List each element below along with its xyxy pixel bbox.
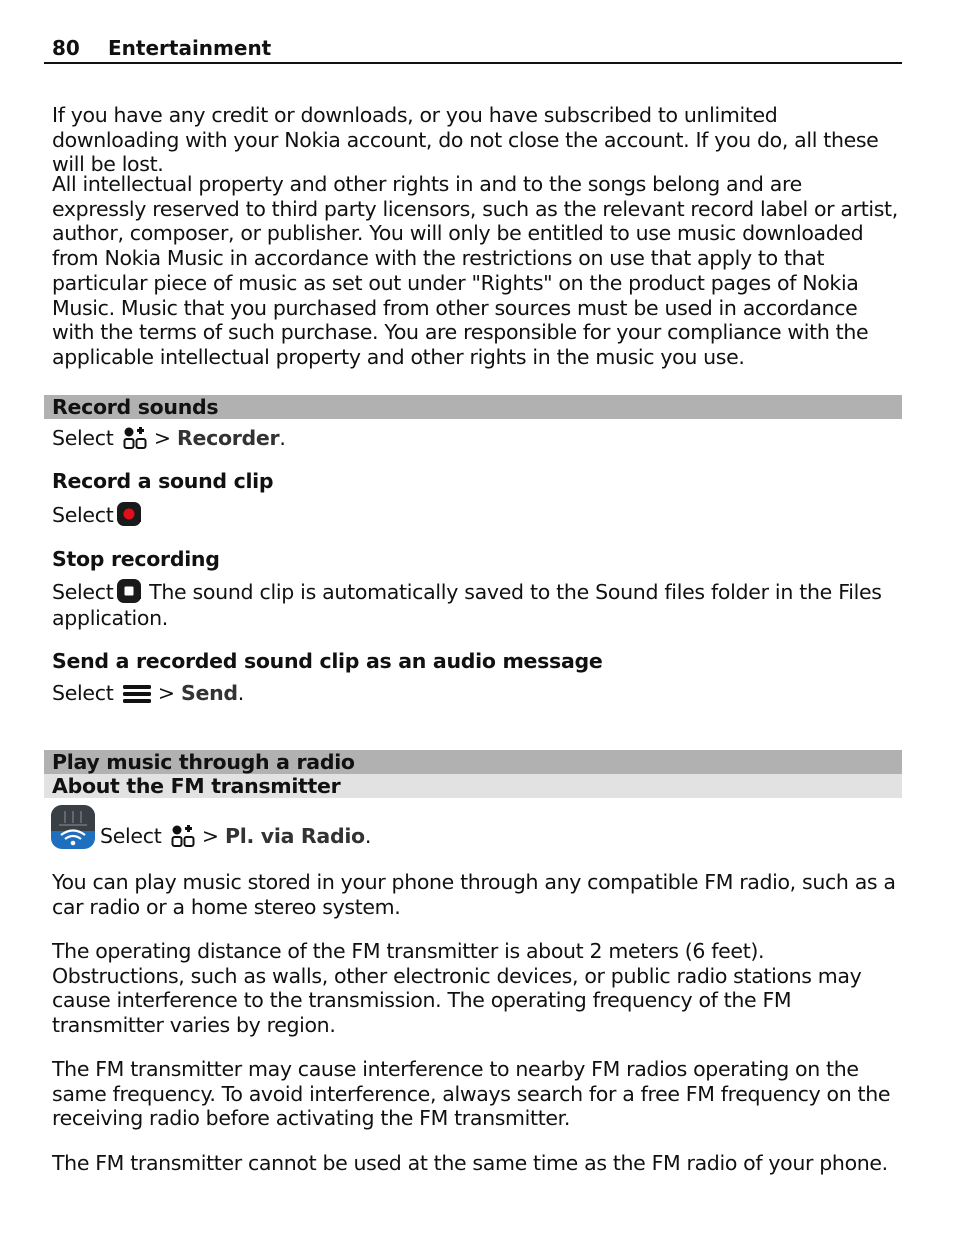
page-header	[44, 36, 902, 64]
radio-instruction	[100, 823, 371, 849]
radio-paragraph-4: The FM transmitter cannot be used at the same time as the FM radio of your phone.	[52, 1151, 888, 1175]
intro-paragraph-1: If you have any credit or downloads, or you have subscribed to unlimited downloading with your Nokia account, do not close the account. If you do, all these will be lost.	[52, 103, 879, 177]
section-title: Entertainment	[108, 36, 272, 60]
options-icon	[120, 683, 152, 705]
period: .	[136, 503, 143, 527]
radio-title: Play music through a radio	[52, 750, 355, 774]
page-number: 80	[52, 36, 80, 60]
select-label: Select	[52, 503, 114, 527]
select-label: Select	[52, 681, 114, 705]
select-label: Select	[100, 824, 162, 848]
send-link[interactable]: Send	[181, 681, 238, 705]
fm-transmitter-heading	[44, 774, 902, 798]
stop-recording-text-continued: application.	[52, 606, 168, 630]
radio-heading	[44, 750, 902, 774]
arrow-label: >	[153, 426, 171, 450]
record-sounds-title: Record sounds	[52, 395, 219, 419]
stop-recording-text: . The sound clip is automatically saved to the Sound files folder in the Files	[136, 580, 882, 604]
period: .	[364, 824, 372, 848]
record-sounds-heading	[44, 395, 902, 419]
record-clip-heading: Record a sound clip	[52, 469, 274, 493]
recorder-link[interactable]: Recorder	[177, 426, 280, 450]
send-clip-instruction	[52, 680, 244, 706]
record-sounds-instruction	[52, 425, 286, 451]
radio-paragraph-2: The operating distance of the FM transmitter is about 2 meters (6 feet). Obstructions, such as walls, other electronic devices, or public radio stations may cause interference to the transmission. The operating frequency of the FM transmitter varies by region.	[52, 939, 862, 1038]
send-clip-heading: Send a recorded sound clip as an audio message	[52, 649, 603, 673]
select-label: Select	[52, 580, 114, 604]
stop-recording-instruction	[52, 578, 882, 605]
select-label: Select	[52, 426, 114, 450]
fm-transmitter-app-icon	[51, 805, 95, 849]
radio-paragraph-3: The FM transmitter may cause interference to nearby FM radios operating on the same frequency. To avoid interference, always search for a free FM frequency on the receiving radio before activating the FM transmitter.	[52, 1057, 891, 1131]
radio-paragraph-1: You can play music stored in your phone through any compatible FM radio, such as a car radio or a home stereo system.	[52, 870, 896, 919]
stop-recording-heading: Stop recording	[52, 547, 220, 571]
period: .	[279, 426, 286, 450]
apps-menu-icon	[168, 824, 196, 848]
apps-menu-icon	[120, 426, 148, 450]
intro-paragraph-2: All intellectual property and other rights in and to the songs belong and are expressly reserved to third party licensors, such as the relevant record label or artist, author, composer, or publisher. You will only be entitled to use music downloaded from Nokia Music in accordance with the restrictions on use that apply to that particular piece of music as set out under "Rights" on the product pages of Nokia Music. Music that you purchased from other sources must be used in accordance with the terms of such purchase. You are responsible for your compliance with the applicable intellectual property and other rights in the music you use.	[52, 172, 898, 369]
record-clip-instruction	[52, 501, 143, 528]
arrow-label: >	[157, 681, 175, 705]
play-via-radio-link[interactable]: Pl. via Radio	[225, 824, 365, 848]
arrow-label: >	[201, 824, 219, 848]
fm-transmitter-subtitle: About the FM transmitter	[52, 774, 341, 798]
period: .	[237, 681, 244, 705]
